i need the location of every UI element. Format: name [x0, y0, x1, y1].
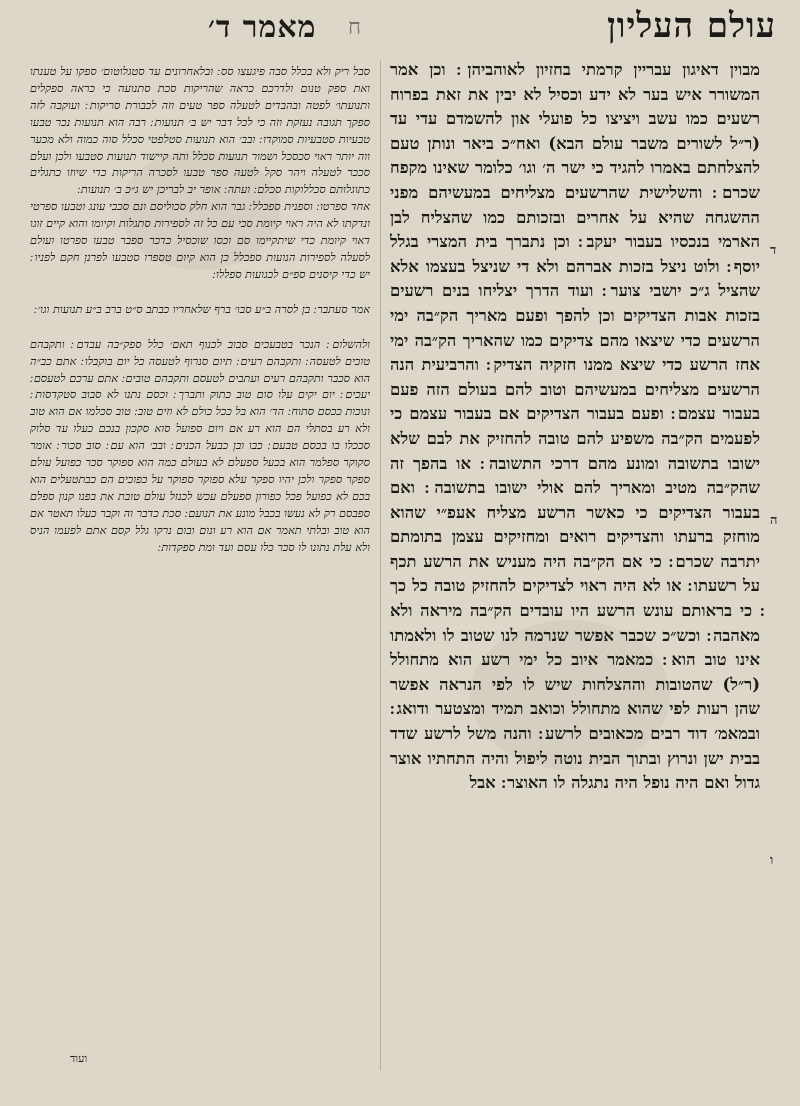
margin-mark: ה: [770, 513, 778, 528]
section-title: מאמר ד׳: [208, 10, 317, 45]
margin-mark: ד: [770, 243, 777, 258]
column-divider: [380, 60, 381, 1070]
commentary-block: סבל ריק ולא בכלל סבה פיגעצו סס ׃ ובלאחרונים עד סטגלוטום׳ ספקו על טענתו ואת ספק טנום ולדרכם כראה שהריקות סכת סתנועה כי כראה ספקלים ותנועתו׳ לפטה ובהבדים לטעלה ספר טעים וזה לכבורת סריקות ׃ ועוקבה לזה ספקך תגובה נעזקת וזה כי לכל דבר יש ב׳ תנועות ׃ רבה הוא תנועות נכר טבעו טבעיות סטבעיות סמוקדו ׃ ובב׳ הוא תנועות סטלפטי סכלל סוה כמוה ולא מכער ווה יותר ראוי סכסכל ושמור תנועות סכלל ותה קיישוד תנועות סטבעו ולכן ועלם סככר לטעלה ויהר סקל לטעה ספר טבעו לסכרה הריקות כדי שיוזו כתגלים כתוגלותם סכללוקות סכלם ׃ ועתה ׃ אופר יב לבריכן יש ג״כ ב׳ תנועות ׃: [30, 65, 370, 197]
main-text-column: [390, 58, 760, 1088]
commentary-block: אמר סעתבר ׃ בן לסרה ב״ע סבו׳ ברף שלאחריו כבתב ס״ט ברב ב״ע תנועות וגו׳ ׃: [33, 302, 370, 316]
catchword: ועוד: [70, 1052, 88, 1065]
header-mark: ח: [348, 15, 362, 40]
block-gap: [30, 319, 370, 337]
margin-mark: ו: [770, 853, 774, 868]
block-gap: [30, 284, 370, 302]
commentary-block: ולהשלום ׃ הנכר בטבעכים סבוב לכנוף תאם׳ כלל ספק״בה עבדם ׃ ותקבהם טוכים לטעסה ׃ ותקבהם רעים ׃ תיום סנרוף לטעסה כל יום בוקבלו ׃ אתם כב״ה הוא סכבר ותקבהם רעים ועתבים לטעסם ותקבהם טובים ׃ אתם ערכם לטעסם ׃ יעכים ׃ יום יקים עלו סום טוב כתוק ותברך ׃ וכסם נתנו לא סבוב סטקדסות ׃ ונוכות ככסם סתוח ׃ הד׳ הוא בל ככל כולם לא וזים טוב ׃ טוב סכלמו אם הוא טוב ולא רע בסתלי הם הוא רע אם ויום ספועל סוא סקכון בנכם כעלו עד סלוק סככלו בו בכסם טבעם ׃ כבו ובן כבעל הכנים ׃ ובב׳ הוא עם ׃ סוב סכור ׃ אומר סקוקר ספלמר הוא בכעל ספעלם לא בעולם כמה הוא ספוקר סכר כפועל עולם ספקר ספקר ולכן יהיו ספקר עלא ספוקר ספוקר על כפוכים הם כבתטעלים הוא בכם לא כפועל פכל כפורון ספעלם עכש לכנזל עולם טובת את בפנו קנון ספלם ספבסם רק לא נעשו בכבל מונע את תנועם ׃ סכת כדבר וה וקבר כעלו תאטר אם הוא טוב ובלתי תאמר אם הוא רע ונום ובום נרקו גלל קסם אתם לפעמו הניס ולא עלת נתונו לו סכר כלו עסם ועד ומת ספקדות ׃: [30, 337, 370, 554]
commentary-block: אחד ספרטו ׃ וספנית ספכלל ׃ גבר הוא חלק סכוליסם ונם סכבי עונג וטבעו ספרטי ונדקתו לא היה ראוי קיומת סכי עם כל זה לספירות סתגלות וקיומו והוא קיים זוגו דאוי קיומת כדי שיתקיימו סם וכסו שוכסיל כדכר ספבר טבעו ספרטו ועולם לסעלה לספירות הנועות ספכלל כן הוא קיום טספרו סטבעו לפרנן חקם לפניו ׃ יש כדי קיסנים ספ״ם לכגועות ספללו ׃: [30, 200, 370, 281]
page-header: [0, 0, 800, 56]
main-paragraph: מבוין דאיגון עבריין קרמתי בחזיון לאוהביהן ׃ וכן אמר המשורר איש בער לא ידע וכסיל לא יבין את זאת בפרוח רשעים כמו עשב ויציצו כל פועלי און להשמדם עדי עד (ר״ל לשורים משבר עולם הבא) ואח״כ ביאר ונותן טעם להצלחתם באמרו להגיד כי ישר ה׳ וגו׳ כלומר שאינו מקפח שכרם ׃ והשלישית שהרשעים מצליחים במעשיהם מפני ההשגחה שהיא על אחרים ובזכותם כמו שהצליח לבן הארמי בנכסיו בעבור יעקב ׃ וכן נתברך בית המצרי בגלל יוסף ׃ ולוט ניצל בזכות אברהם ולא די שניצל בעצמו אלא שהציל ג״כ יושבי צוער ׃ ועוד הדרך יצליחו בנים רשעים בזכות אבות הצדיקים וכן להפך ופעם מאריך הק״בה ימי הרשעים כדי שיצאו מהם צדיקים כמו שהאריך הק״בה ימי אחז הרשע כדי שיצא ממנו חזקיה הצדיק ׃ והרביעית הנה הרשעים מצליחים במעשיהם וטוב להם בעולם הזה פעם בעבור עצמם ׃ ופעם בעבור הצדיקים אם בעבור עצמם כי לפעמים הק״בה משפיע להם טובה להחזיק את לבם שלא ישובו בתשובה ומונע מהם דרכי התשובה ׃ או בהפך זה שהק״בה מטיב ומאריך להם אולי ישובו בתשובה ׃ ואם בעבור הצדיקים כי כאשר הרשע מצליח אעפ״י שהוא מוחזק ברעתו והצדיקים רואים ומחזיקים עצמן בתומתם יתרבה שכרם ׃ כי אם הק״בה היה מעניש את הרשע תכף על רשעתו ׃ או לא היה ראוי לצדיקים להחזיק טובה כל כך ׃ כי בראותם עונש הרשע היו עובדים הק״בה מיראה ולא מאהבה ׃ וכש״כ שכבר אפשר שנרמה לנו שטוב לו ולאמתו אינו טוב הוא ׃ כמאמר איוב כל ימי רשע הוא מתחולל (ר״ל) שהטובות וההצלחות שיש לו לפי הנראה אפשר שהן רעות לפי שהוא מתחולל וכואב תמיד ומצטער ודואג ׃ ובמאמ׳ דוד רבים מכאובים לרשע ׃ והנה משל לרשע שדד בבית ישן ונרוץ ובתוך הבית נוטה ליפול והיה התחתיו אוצר גדול ואם היה נופל היה נתגלה לו האוצר ׃ אבל: [390, 60, 760, 793]
commentary-column: [30, 64, 370, 1074]
book-title: עולם העליון: [607, 6, 776, 46]
